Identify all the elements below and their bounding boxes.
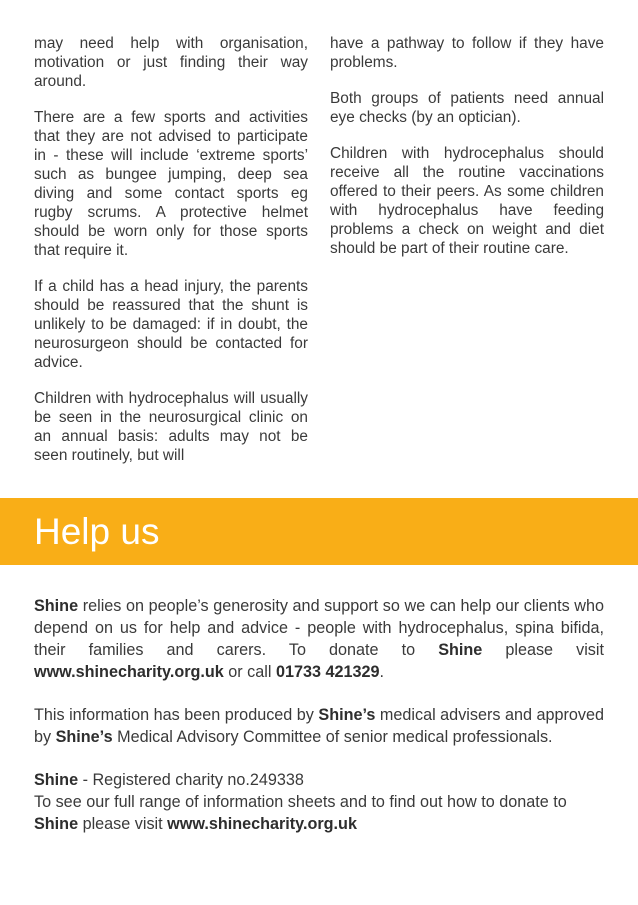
brand-name: Shine’s [55, 728, 113, 746]
help-us-banner [0, 498, 638, 565]
approval-paragraph: This information has been produced by Shine’s medical advisers and approved by Shine’s Medical Advisory Committee of senior medical professionals. [34, 706, 604, 746]
paragraph: If a child has a head injury, the parents should be reassured that the shunt is unlikely to be damaged: if in doubt, the neurosurgeon should be contacted for advice. [34, 278, 308, 371]
paragraph: may need help with organisation, motivation or just finding their way around. [34, 35, 308, 90]
charity-info-paragraph: Shine - Registered charity no.249338 To see our full range of information sheets and to find out how to donate to Shine please visit www.shinecharity.org.uk [34, 771, 567, 833]
right-column [330, 34, 604, 482]
paragraph: There are a few sports and activities that they are not advised to participate in - these will include ‘extreme sports’ such as bungee jumping, deep sea diving and some contact sports eg rugby scrums. A protective helmet should be worn only for those sports that require it. [34, 109, 308, 259]
brand-name: Shine [438, 641, 483, 659]
paragraph: Both groups of patients need annual eye checks (by an optician). [330, 90, 604, 126]
donation-paragraph: Shine relies on people’s generosity and support so we can help our clients who depend on us for help and advice - people with hydrocephalus, spina bifida, their families and carers. To donate to Shine please visit www.shinecharity.org.uk or call 01733 421329. [34, 597, 604, 681]
brand-name: Shine [34, 815, 79, 833]
brand-name: Shine’s [318, 706, 376, 724]
paragraph: have a pathway to follow if they have problems. [330, 35, 604, 71]
website-link[interactable]: www.shinecharity.org.uk [167, 815, 357, 833]
brand-name: Shine [34, 597, 79, 615]
two-column-text [34, 34, 604, 482]
website-link[interactable]: www.shinecharity.org.uk [34, 663, 224, 681]
left-column [34, 34, 308, 482]
paragraph: Children with hydrocephalus will usually be seen in the neurosurgical clinic on an annual basis: adults may not be seen routinely, but will [34, 390, 308, 464]
phone-number: 01733 421329 [275, 663, 380, 681]
banner-title: Help us [34, 511, 160, 552]
help-section [34, 595, 604, 856]
paragraph: Children with hydrocephalus should receive all the routine vaccinations offered to their peers. As some children with hydrocephalus have feeding problems a check on weight and diet should be part of their routine care. [330, 145, 604, 257]
brand-name: Shine [34, 771, 79, 789]
